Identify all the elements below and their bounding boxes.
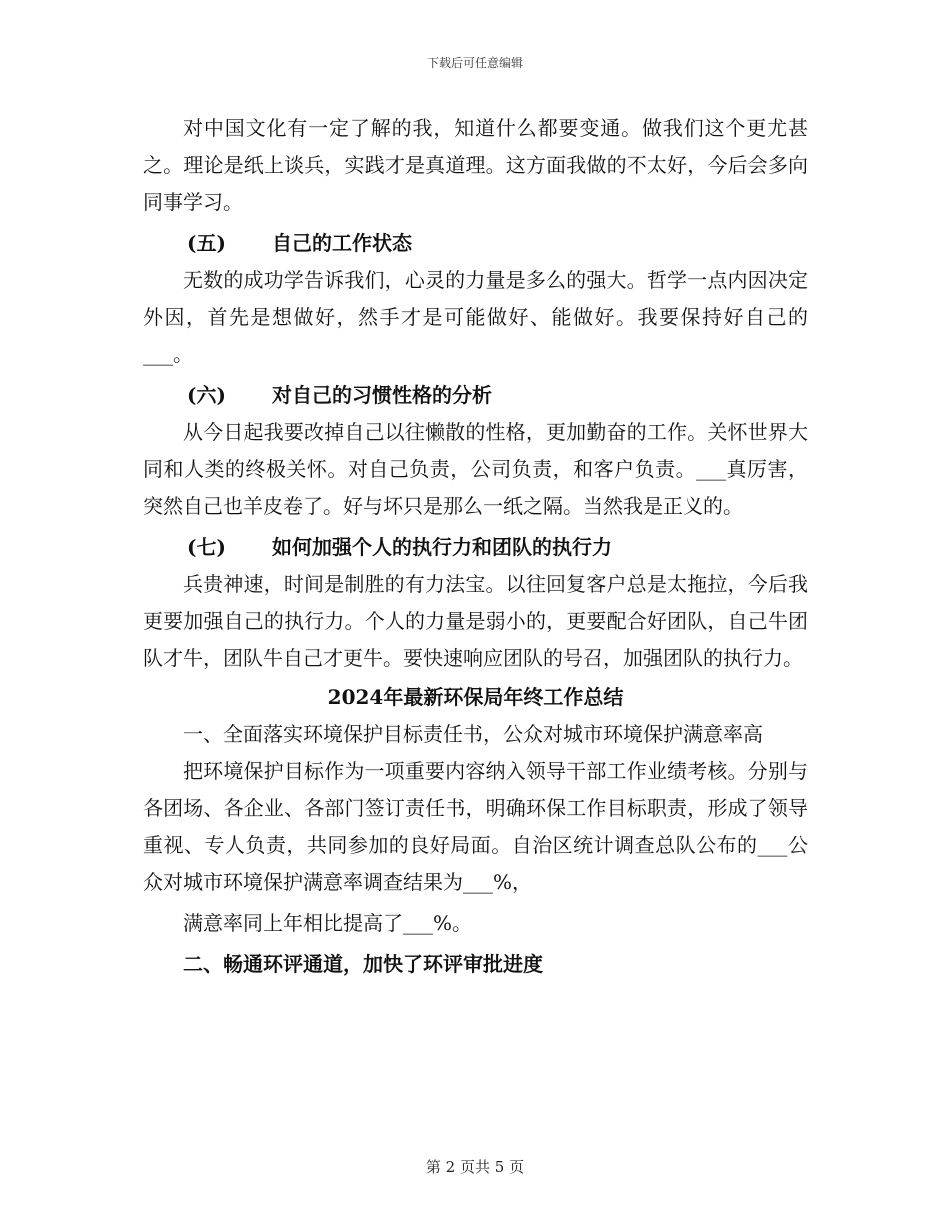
section-heading-5 bbox=[143, 225, 808, 262]
section-heading-7 bbox=[143, 529, 808, 566]
paragraph-6: 满意率同上年相比提高了___%。 bbox=[183, 911, 473, 935]
section-heading-6 bbox=[143, 377, 808, 414]
section-title-7: 如何加强个人的执行力和团队的执行力 bbox=[272, 535, 612, 559]
paragraph-3: 从今日起我要改掉自己以往懒散的性格，更加勤奋的工作。关怀世界大同和人类的终极关怀。对自己负责，公司负责，和客户负责。___真厉害，突然自己也羊皮卷了。好与坏只是那么一纸之隔。当然我是正义的。 bbox=[143, 420, 808, 518]
section-title-5: 自己的工作状态 bbox=[272, 231, 412, 255]
section-2-heading: 二、畅通环评通道，加快了环评审批进度 bbox=[183, 952, 543, 976]
paragraph-5: 把环境保护目标作为一项重要内容纳入领导干部工作业绩考核。分别与各团场、各企业、各部门签订责任书，明确环保工作目标职责，形成了领导重视、专人负责，共同参加的良好局面。自治区统计调查总队公布的___公众对城市环境保护满意率调查结果为___%， bbox=[143, 759, 808, 894]
section-number-6: (六) bbox=[187, 383, 226, 407]
page-footer: 第 2 页共 5 页 bbox=[425, 1158, 525, 1176]
page-header: 下载后可任意编辑 bbox=[426, 56, 523, 70]
document-title: 2024年最新环保局年终工作总结 bbox=[327, 685, 624, 709]
section-number-5: (五) bbox=[187, 231, 226, 255]
document-body bbox=[143, 110, 808, 983]
paragraph-4: 兵贵神速，时间是制胜的有力法宝。以往回复客户总是太拖拉，今后我更要加强自己的执行力。个人的力量是弱小的，更要配合好团队，自己牛团队才牛，团队牛自己才更牛。要快速响应团队的号召，加强团队的执行力。 bbox=[143, 572, 808, 670]
paragraph-1: 对中国文化有一定了解的我，知道什么都要变通。做我们这个更尤甚之。理论是纸上谈兵，实践才是真道理。这方面我做的不太好，今后会多向同事学习。 bbox=[143, 116, 808, 214]
section-title-6: 对自己的习惯性格的分析 bbox=[272, 383, 492, 407]
paragraph-2: 无数的成功学告诉我们，心灵的力量是多么的强大。哲学一点内因决定外因，首先是想做好，然手才是可能做好、能做好。我要保持好自己的___。 bbox=[143, 268, 808, 366]
section-number-7: (七) bbox=[187, 535, 226, 559]
section-1-heading: 一、全面落实环境保护目标责任书，公众对城市环境保护满意率高 bbox=[183, 722, 763, 746]
